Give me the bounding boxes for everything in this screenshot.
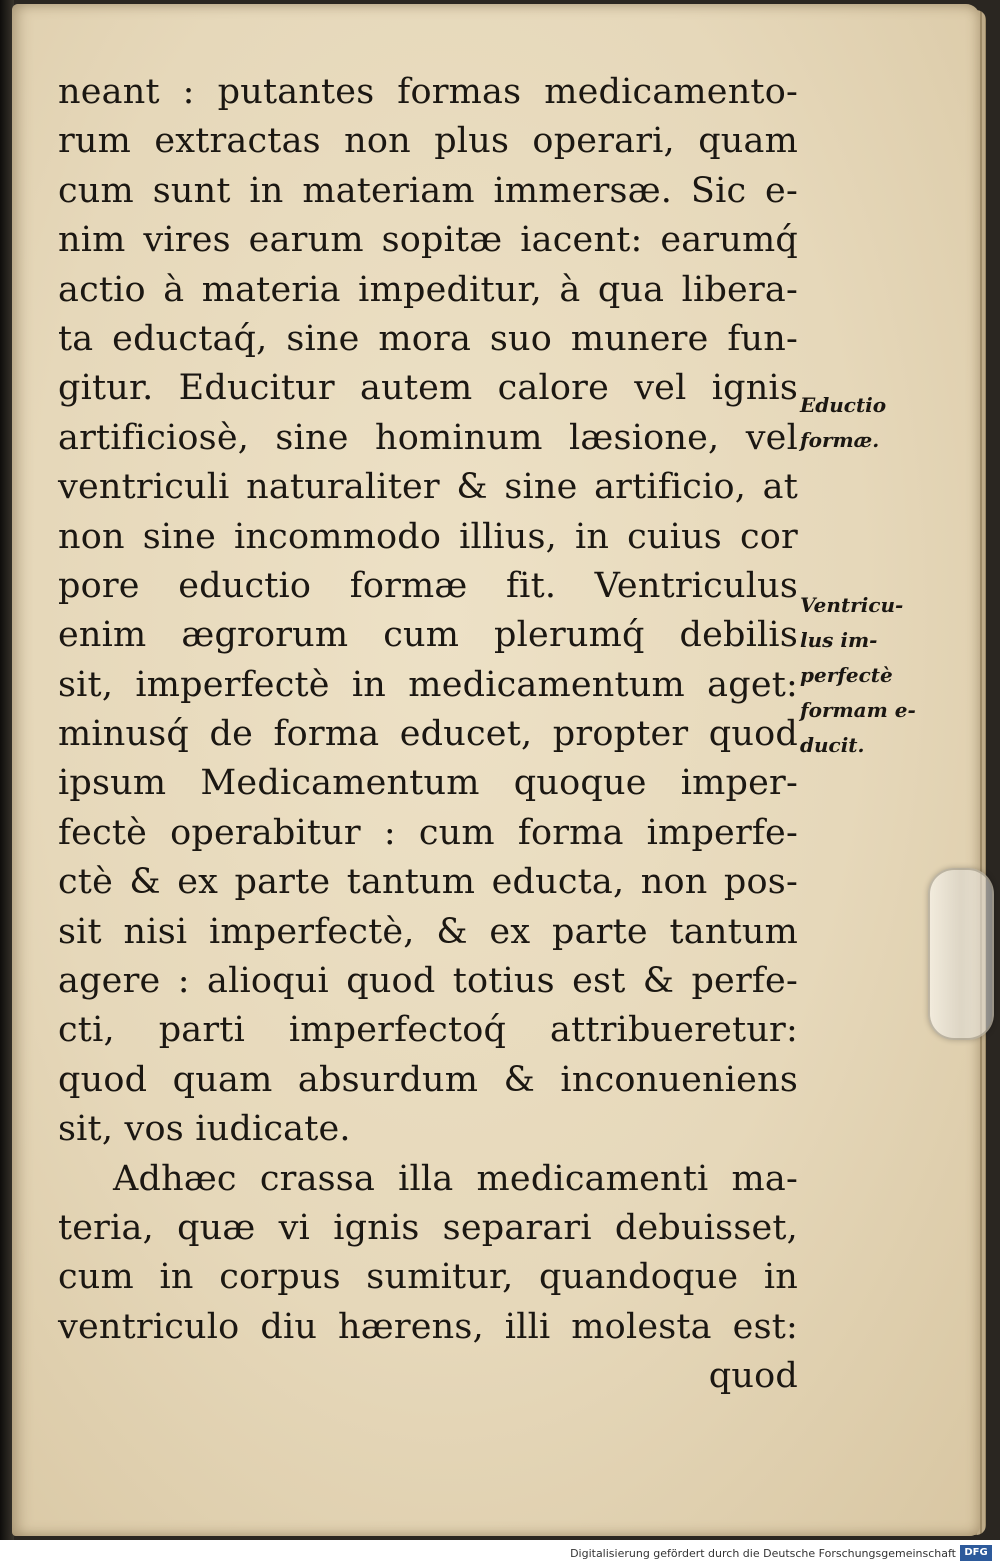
text-line: cum in corpus sumitur, quandoque in [58,1257,798,1298]
text-line: pore eductio formæ fit. Ventriculus [58,565,798,606]
text-line: cti, parti imperfectoq́ attribueretur: [58,1010,798,1051]
text-line: artificiosè, sine hominum læsione, vel [58,417,798,458]
marginal-note-ventriculus [800,588,940,763]
text-line: fectè operabitur : cum forma imperfe- [58,812,798,853]
text-line: ventriculi naturaliter & sine artificio, at [58,467,798,508]
text-line: ventriculo diu hærens, illi molesta est: [58,1306,798,1347]
text-line: actio à materia impeditur, à qua libera- [58,269,798,310]
text-line: ctè & ex parte tantum educta, non pos- [58,862,798,903]
text-line: cum sunt in materiam immersæ. Sic e- [58,170,798,211]
catchword: quod [708,1356,798,1397]
text-line: agere : alioqui quod totius est & perfe- [58,961,798,1002]
marginal-note-line: perfectè [800,663,893,687]
text-line: ta eductaq́, sine mora suo munere fun- [58,318,798,359]
marginal-note-line: Ventricu- [800,593,904,617]
page-clip [928,868,994,1040]
marginal-note-line: lus im- [800,628,878,652]
text-line: sit, imperfectè in medicamentum aget: [58,664,798,705]
text-line: sit, vos iudicate. [58,1109,351,1150]
marginal-note-line: formæ. [800,428,880,452]
marginal-note-eductio [800,388,940,458]
body-text [58,68,798,1402]
text-line: ipsum Medicamentum quoque imper- [58,763,798,804]
text-line: enim ægrorum cum plerumq́ debilis [58,615,798,656]
paragraph-first-line: Adhæc crassa illa medicamenti ma- [113,1158,798,1199]
text-line: neant : putantes formas medicamento- [58,72,798,112]
text-line: teria, quæ vi ignis separari debuisset, [58,1207,798,1248]
text-line: gitur. Educitur autem calore vel ignis [58,368,798,409]
text-line: minusq́ de forma educet, propter quod [58,714,798,755]
footer-credit: Digitalisierung gefördert durch die Deutsche Forschungsgemeinschaft [570,1547,956,1560]
marginal-note-line: formam e- [800,698,916,722]
text-line: sit nisi imperfectè, & ex parte tantum [58,911,798,952]
text-line: non sine incommodo illius, in cuius cor [58,516,798,557]
text-line: quod quam absurdum & inconueniens [58,1059,798,1100]
dfg-logo: DFG [960,1545,992,1561]
text-line: nim vires earum sopitæ iacent: earumq́ [58,220,798,261]
marginal-note-line: ducit. [800,733,865,757]
marginal-note-line: Eductio [800,393,887,417]
text-line: rum extractas non plus operari, quam [58,121,798,162]
